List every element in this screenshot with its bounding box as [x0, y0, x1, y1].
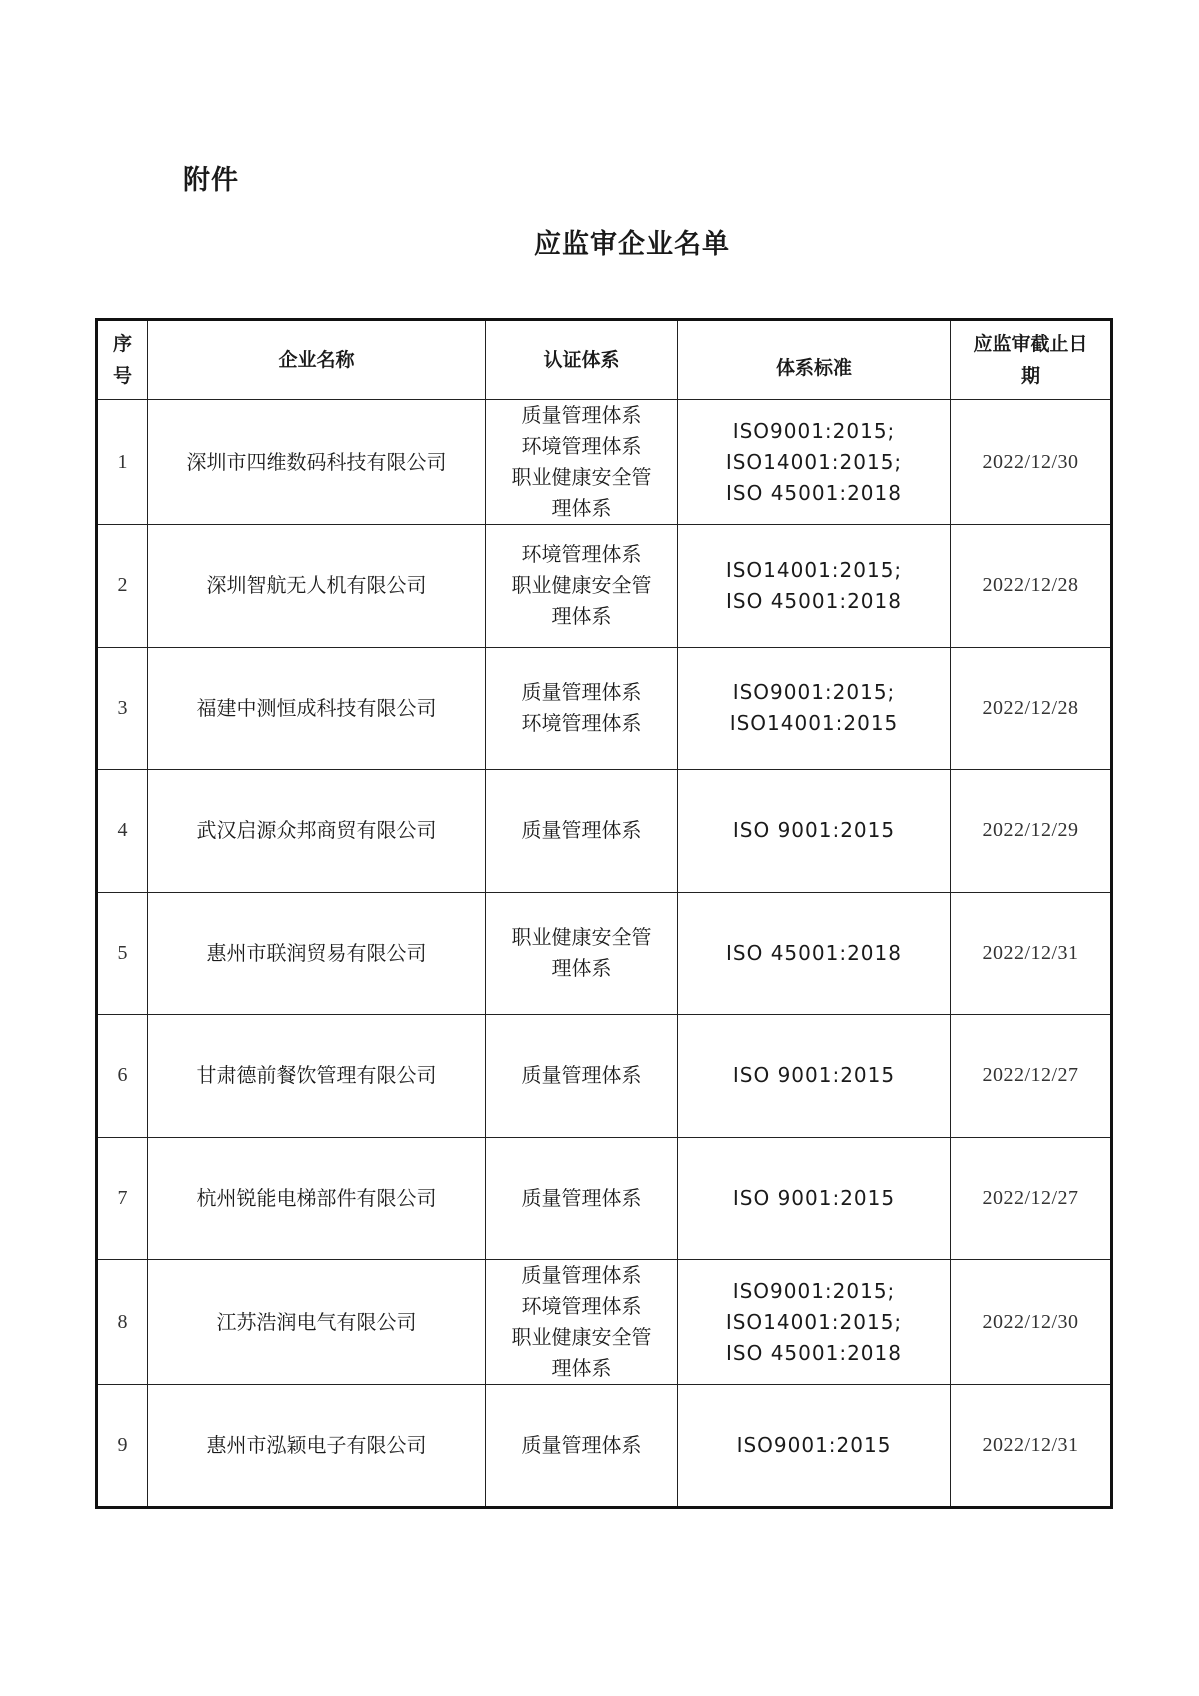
- cert-system-cell: [486, 525, 678, 648]
- standard-cell: [678, 647, 951, 770]
- header-standard: 体系标准: [678, 320, 951, 400]
- company-name-cell: 杭州锐能电梯部件有限公司: [148, 1137, 486, 1260]
- seq-cell: 2: [97, 525, 148, 648]
- standard-cell: [678, 400, 951, 525]
- seq-cell: 3: [97, 647, 148, 770]
- deadline-cell: 2022/12/31: [951, 892, 1112, 1015]
- seq-cell: 8: [97, 1260, 148, 1385]
- standard-cell: [678, 525, 951, 648]
- standard-cell: [678, 892, 951, 1015]
- company-list-table: [95, 318, 1113, 1509]
- cert-system-cell: [486, 1015, 678, 1138]
- table-row: [97, 1137, 1112, 1260]
- cert-system-line: 质量管理体系: [521, 403, 642, 427]
- deadline-cell: 2022/12/28: [951, 525, 1112, 648]
- seq-cell: 4: [97, 770, 148, 893]
- company-name-cell: 惠州市联润贸易有限公司: [148, 892, 486, 1015]
- company-name-cell: 甘肃德前餐饮管理有限公司: [148, 1015, 486, 1138]
- standard-cell: [678, 1015, 951, 1138]
- cert-system-line: 职业健康安全管: [511, 1325, 652, 1349]
- cert-system-line: 环境管理体系: [521, 542, 642, 567]
- standard-line: ISO14001:2015;: [725, 449, 903, 474]
- table-row: [97, 892, 1112, 1015]
- cert-system-line: 理体系: [551, 956, 612, 981]
- header-cert-system: 认证体系: [486, 320, 678, 400]
- cert-system-cell: [486, 892, 678, 1015]
- header-deadline: 应监审截止日 期: [951, 320, 1112, 400]
- attachment-label: 附件: [183, 165, 239, 196]
- company-name-cell: 深圳市四维数码科技有限公司: [148, 400, 486, 525]
- deadline-cell: 2022/12/27: [951, 1015, 1112, 1138]
- deadline-cell: 2022/12/31: [951, 1385, 1112, 1508]
- standard-cell: [678, 770, 951, 893]
- table-row: [97, 1260, 1112, 1385]
- cert-system-cell: [486, 1385, 678, 1508]
- cert-system-line: 理体系: [551, 496, 612, 520]
- cert-system-line: 质量管理体系: [521, 1063, 642, 1088]
- table-header-row: [97, 320, 1112, 400]
- standard-line: ISO 9001:2015: [732, 818, 896, 843]
- table-row: [97, 525, 1112, 648]
- table-row: [97, 647, 1112, 770]
- cert-system-line: 环境管理体系: [521, 711, 642, 736]
- standard-line: ISO 45001:2018: [726, 1340, 902, 1365]
- cert-system-cell: [486, 1137, 678, 1260]
- deadline-cell: 2022/12/29: [951, 770, 1112, 893]
- table-row: [97, 770, 1112, 893]
- standard-line: ISO 45001:2018: [726, 940, 902, 965]
- deadline-cell: 2022/12/30: [951, 400, 1112, 525]
- header-company: 企业名称: [148, 320, 486, 400]
- standard-line: ISO14001:2015: [729, 711, 899, 736]
- company-name-cell: 武汉启源众邦商贸有限公司: [148, 770, 486, 893]
- cert-system-cell: [486, 647, 678, 770]
- standard-line: ISO9001:2015;: [732, 418, 896, 443]
- cert-system-line: 质量管理体系: [521, 680, 642, 705]
- standard-cell: [678, 1260, 951, 1385]
- cert-system-line: 环境管理体系: [521, 434, 642, 458]
- seq-cell: 6: [97, 1015, 148, 1138]
- deadline-cell: 2022/12/30: [951, 1260, 1112, 1385]
- cert-system-cell: [486, 400, 678, 525]
- standard-line: ISO 9001:2015: [732, 1185, 896, 1210]
- seq-cell: 1: [97, 400, 148, 525]
- cert-system-line: 环境管理体系: [521, 1294, 642, 1318]
- standard-line: ISO14001:2015;: [725, 557, 903, 582]
- standard-line: ISO 45001:2018: [726, 588, 902, 613]
- seq-cell: 9: [97, 1385, 148, 1508]
- deadline-cell: 2022/12/28: [951, 647, 1112, 770]
- table-body: [97, 400, 1112, 1508]
- deadline-cell: 2022/12/27: [951, 1137, 1112, 1260]
- standard-cell: [678, 1385, 951, 1508]
- table-row: [97, 400, 1112, 525]
- company-name-cell: 福建中测恒成科技有限公司: [148, 647, 486, 770]
- company-name-cell: 深圳智航无人机有限公司: [148, 525, 486, 648]
- table-row: [97, 1385, 1112, 1508]
- cert-system-line: 理体系: [551, 604, 612, 629]
- cert-system-line: 理体系: [551, 1356, 612, 1380]
- standard-line: ISO 9001:2015: [732, 1063, 896, 1088]
- cert-system-line: 质量管理体系: [521, 1432, 642, 1457]
- cert-system-line: 职业健康安全管: [511, 573, 652, 598]
- cert-system-cell: [486, 770, 678, 893]
- cert-system-line: 质量管理体系: [521, 1263, 642, 1287]
- cert-system-line: 职业健康安全管: [511, 465, 652, 489]
- header-seq: 序 号: [97, 320, 148, 400]
- standard-cell: [678, 1137, 951, 1260]
- seq-cell: 7: [97, 1137, 148, 1260]
- cert-system-line: 质量管理体系: [521, 1185, 642, 1210]
- cert-system-cell: [486, 1260, 678, 1385]
- standard-line: ISO9001:2015: [736, 1432, 892, 1457]
- standard-line: ISO14001:2015;: [725, 1309, 903, 1334]
- page-title: 应监审企业名单: [534, 229, 730, 260]
- standard-line: ISO 45001:2018: [726, 480, 902, 505]
- standard-line: ISO9001:2015;: [732, 680, 896, 705]
- cert-system-line: 质量管理体系: [521, 818, 642, 843]
- seq-cell: 5: [97, 892, 148, 1015]
- company-name-cell: 江苏浩润电气有限公司: [148, 1260, 486, 1385]
- table-row: [97, 1015, 1112, 1138]
- company-name-cell: 惠州市泓颖电子有限公司: [148, 1385, 486, 1508]
- cert-system-line: 职业健康安全管: [511, 925, 652, 950]
- standard-line: ISO9001:2015;: [732, 1278, 896, 1303]
